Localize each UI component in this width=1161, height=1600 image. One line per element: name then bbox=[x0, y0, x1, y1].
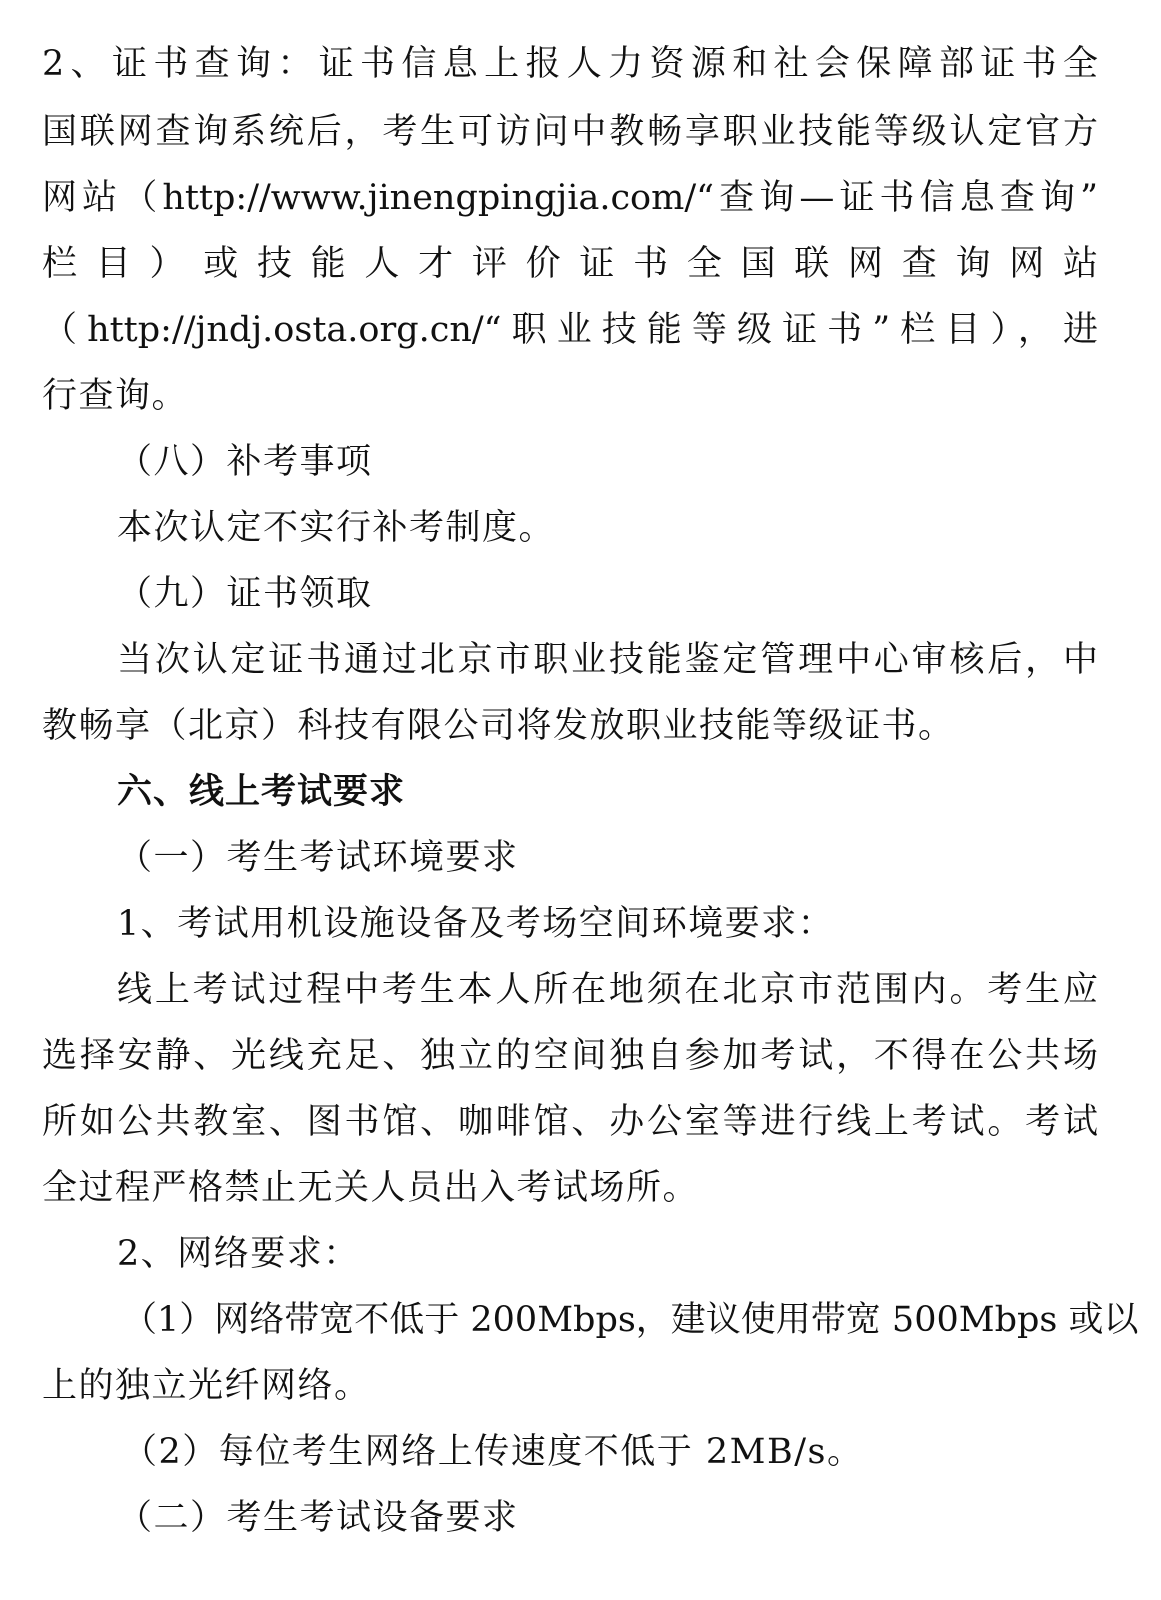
network-item-1-line-1: （1）网络带宽不低于 200Mbps，建议使用带宽 500Mbps 或以 bbox=[122, 1300, 1139, 1340]
env-paragraph-line-3: 所如公共教室、图书馆、咖啡馆、办公室等进行线上考试。考试 bbox=[42, 1102, 1098, 1142]
env-paragraph-line-2: 选择安静、光线充足、独立的空间独自参加考试，不得在公共场 bbox=[42, 1036, 1098, 1076]
section-8-heading: （八）补考事项 bbox=[117, 442, 373, 482]
cert-query-line-3: 网站（http://www.jinengpingjia.com/“查询—证书信息查询” bbox=[42, 178, 1098, 218]
cert-query-line-5: （http://jndj.osta.org.cn/“职业技能等级证书”栏目），进 bbox=[42, 310, 1098, 350]
section-9-line-2: 教畅享（北京）科技有限公司将发放职业技能等级证书。 bbox=[42, 706, 955, 746]
cert-query-line-1: 2、证书查询：证书信息上报人力资源和社会保障部证书全 bbox=[42, 44, 1098, 84]
network-item-1-line-2: 上的独立光纤网络。 bbox=[42, 1366, 371, 1406]
cert-query-line-4: 栏 目 ） 或 技 能 人 才 评 价 证 书 全 国 联 网 查 询 网 站 bbox=[42, 244, 1098, 284]
env-paragraph-line-4: 全过程严格禁止无关人员出入考试场所。 bbox=[42, 1168, 700, 1208]
cert-query-line-6: 行查询。 bbox=[42, 376, 189, 416]
env-paragraph-line-1: 线上考试过程中考生本人所在地须在北京市范围内。考生应 bbox=[117, 970, 1098, 1010]
sub-2-heading: （二）考生考试设备要求 bbox=[117, 1498, 519, 1538]
part-6-heading: 六、线上考试要求 bbox=[117, 772, 406, 812]
section-8-body: 本次认定不实行补考制度。 bbox=[117, 508, 556, 548]
sub-1-heading: （一）考生考试环境要求 bbox=[117, 838, 519, 878]
section-9-line-1: 当次认定证书通过北京市职业技能鉴定管理中心审核后，中 bbox=[117, 640, 1098, 680]
cert-query-line-2: 国联网查询系统后，考生可访问中教畅享职业技能等级认定官方 bbox=[42, 112, 1098, 152]
item-1-title: 1、考试用机设施设备及考场空间环境要求： bbox=[117, 904, 835, 944]
item-2-title: 2、网络要求： bbox=[117, 1234, 360, 1274]
network-item-2: （2）每位考生网络上传速度不低于 2MB/s。 bbox=[122, 1432, 864, 1472]
section-9-heading: （九）证书领取 bbox=[117, 574, 373, 614]
